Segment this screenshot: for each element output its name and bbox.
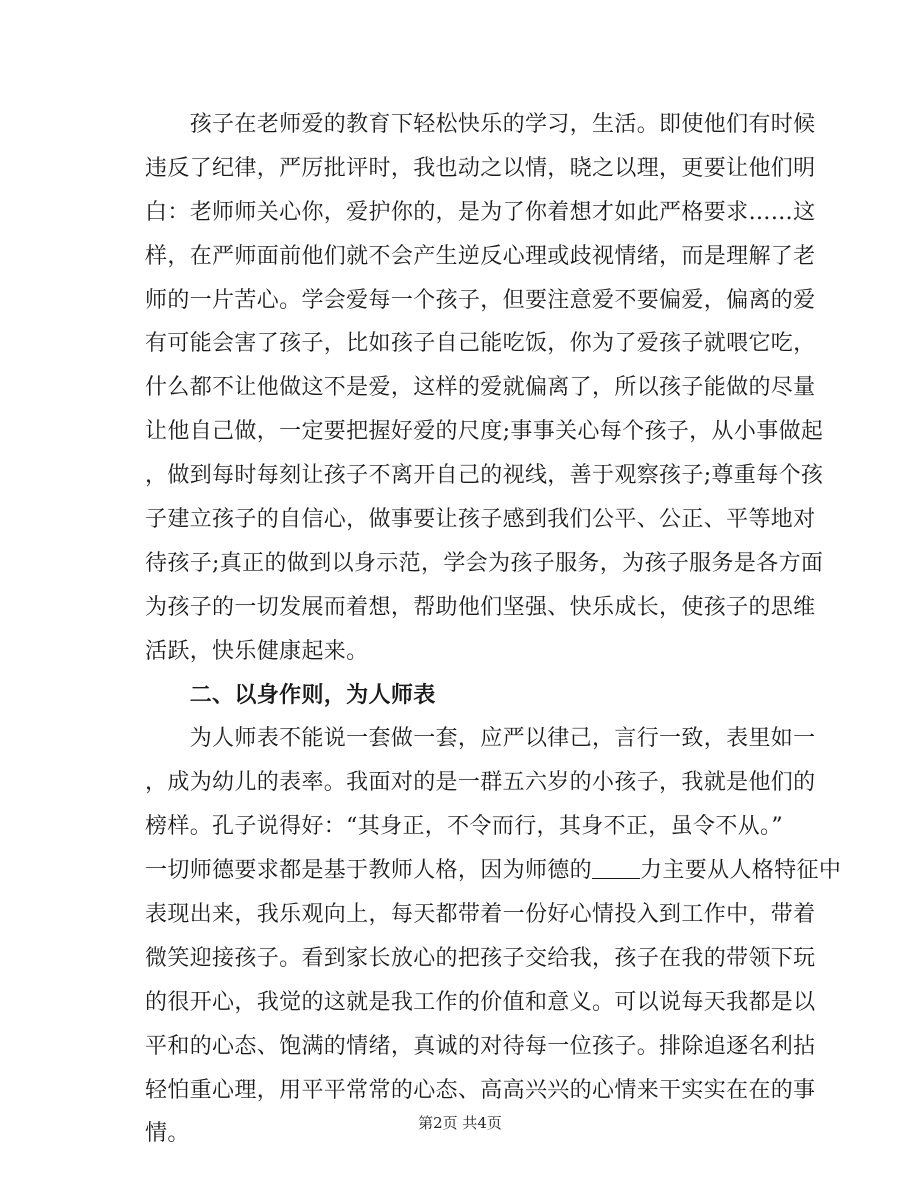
paragraph-line: 待孩子;真正的做到以身示范，学会为孩子服务，为孩子服务是各方面 xyxy=(145,550,824,576)
paragraph-line: 孩子在老师爱的教育下轻松快乐的学习，生活。即使他们有时候 xyxy=(145,112,816,137)
paragraph-line: 样，在严师面前他们就不会产生逆反心理或歧视情绪，而是理解了老 xyxy=(145,243,816,269)
paragraph-line: 活跃，快乐健康起来。 xyxy=(145,638,369,664)
paragraph-line: 子建立孩子的自信心，做事要让孩子感到我们公平、公正、平等地对 xyxy=(145,507,816,533)
paragraph-line: ，成为幼儿的表率。我面对的是一群五六岁的小孩子，我就是他们的 xyxy=(145,770,816,796)
section-heading: 二、以身作则，为人师表 xyxy=(145,681,436,708)
paragraph-line: 师的一片苦心。学会爱每一个孩子，但要注意爱不要偏爱，偏离的爱 xyxy=(145,287,816,313)
paragraph-line: 有可能会害了孩子，比如孩子自己能吃饭，你为了爱孩子就喂它吃， xyxy=(145,331,816,357)
paragraph-line: 平和的心态、饱满的情绪，真诚的对待每一位孩子。排除追逐名利拈 xyxy=(145,1033,816,1059)
paragraph-line: 榜样。孔子说得好：“其身正，不令而行，其身不正，虽令不从。” xyxy=(145,814,783,840)
paragraph-line: 表现出来，我乐观向上，每天都带着一份好心情投入到工作中，带着 xyxy=(145,902,816,928)
paragraph-line: 情。 xyxy=(145,1121,190,1147)
paragraph-line: 轻怕重心理，用平平常常的心态、高高兴兴的心情来干实实在在的事 xyxy=(145,1077,816,1103)
page-number-footer: 第2页 共4页 xyxy=(418,1114,502,1132)
paragraph-line: 为孩子的一切发展而着想，帮助他们坚强、快乐成长，使孩子的思维 xyxy=(145,594,816,620)
paragraph-line: 什么都不让他做这不是爱，这样的爱就偏离了，所以孩子能做的尽量 xyxy=(145,375,816,401)
paragraph-line: ，做到每时每刻让孩子不离开自己的视线，善于观察孩子;尊重每个孩 xyxy=(145,463,824,489)
paragraph-line: 让他自己做，一定要把握好爱的尺度;事事关心每个孩子，从小事做起 xyxy=(145,419,824,445)
paragraph-line: 微笑迎接孩子。看到家长放心的把孩子交给我，孩子在我的带领下玩 xyxy=(145,945,816,971)
paragraph-line: 白：老师师关心你，爱护你的，是为了你着想才如此严格要求……这 xyxy=(145,199,816,225)
fill-in-blank xyxy=(592,856,640,879)
blank-line-after: 力主要从人格特征中 xyxy=(640,858,842,884)
paragraph-line: 为人师表不能说一套做一套，应严以律己，言行一致，表里如一 xyxy=(145,726,816,752)
blank-line-before: 一切师德要求都是基于教师人格，因为师德的 xyxy=(145,858,593,884)
paragraph-line: 的很开心，我觉的这就是我工作的价值和意义。可以说每天我都是以 xyxy=(145,989,816,1015)
document-body xyxy=(145,103,842,1156)
paragraph-line: 违反了纪律，严厉批评时，我也动之以情，晓之以理，更要让他们明 xyxy=(145,155,816,181)
paragraph-line-with-blank xyxy=(145,849,842,893)
